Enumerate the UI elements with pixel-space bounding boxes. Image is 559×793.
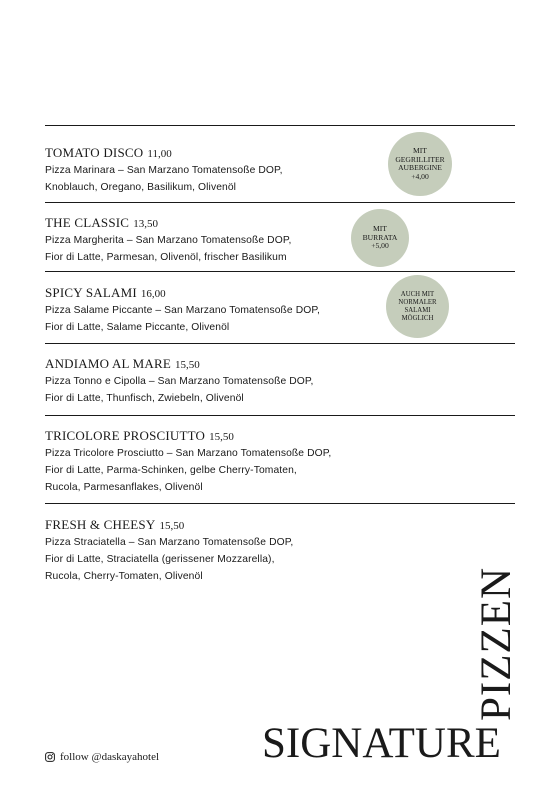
badge-line: MIT bbox=[373, 224, 387, 234]
item-description-line: Fior di Latte, Parma-Schinken, gelbe Cherry-Tomaten, bbox=[45, 465, 297, 476]
badge-line: SALAMI bbox=[404, 306, 431, 314]
badge-line: NORMALER bbox=[398, 298, 437, 306]
item-description-line: Fior di Latte, Straciatella (gerissener Mozzarella), bbox=[45, 554, 275, 565]
heading-pizzen: PIZZEN bbox=[473, 566, 520, 721]
item-description-line: Pizza Tonno e Cipolla – San Marzano Tomatensoße DOP, bbox=[45, 376, 314, 387]
item-name: TRICOLORE PROSCIUTTO bbox=[45, 428, 206, 443]
extra-badge-burrata bbox=[351, 209, 409, 267]
item-description-line: Pizza Marinara – San Marzano Tomatensoße DOP, bbox=[45, 165, 283, 176]
heading-signature: SIGNATURE bbox=[262, 720, 501, 767]
pizza-menu bbox=[45, 125, 515, 592]
extra-badge-salami bbox=[386, 275, 449, 338]
item-price: 13,50 bbox=[133, 218, 158, 230]
item-description-line: Knoblauch, Oregano, Basilikum, Olivenöl bbox=[45, 182, 237, 193]
item-description-line: Rucola, Parmesanflakes, Olivenöl bbox=[45, 482, 203, 493]
badge-line: MIT bbox=[413, 146, 427, 155]
extra-badge-aubergine bbox=[388, 132, 452, 196]
item-price: 15,50 bbox=[159, 520, 185, 532]
item-price: 16,00 bbox=[140, 288, 166, 300]
badge-line: BURRATA bbox=[362, 232, 398, 242]
item-name: ANDIAMO AL MARE bbox=[45, 356, 172, 371]
item-description-line: Fior di Latte, Thunfisch, Zwiebeln, Olivenöl bbox=[45, 393, 244, 404]
item-description-line: Pizza Straciatella – San Marzano Tomatensoße DOP, bbox=[45, 537, 294, 548]
badge-line: MÖGLICH bbox=[401, 314, 434, 322]
item-description-line: Fior di Latte, Salame Piccante, Olivenöl bbox=[45, 322, 230, 333]
item-description-line: Pizza Salame Piccante – San Marzano Tomatensoße DOP, bbox=[45, 305, 320, 316]
menu-item-spicy-salami bbox=[45, 271, 515, 343]
item-name: THE CLASSIC bbox=[45, 215, 130, 230]
item-description-line: Fior di Latte, Parmesan, Olivenöl, frischer Basilikum bbox=[45, 252, 287, 263]
menu-item-fresh-cheesy bbox=[45, 503, 515, 592]
item-name: SPICY SALAMI bbox=[45, 285, 137, 300]
item-price: 11,00 bbox=[147, 148, 172, 160]
item-price: 15,50 bbox=[209, 431, 234, 443]
menu-item-the-classic bbox=[45, 202, 515, 271]
item-name: FRESH & CHEESY bbox=[45, 517, 156, 532]
menu-item-andiamo-al-mare bbox=[45, 343, 515, 415]
item-description-line: Pizza Margherita – San Marzano Tomatensoße DOP, bbox=[45, 235, 292, 246]
item-name: TOMATO DISCO bbox=[45, 145, 144, 160]
social-footer bbox=[45, 751, 159, 763]
item-description-line: Rucola, Cherry-Tomaten, Olivenöl bbox=[45, 571, 203, 582]
badge-line: GEGRILLITER bbox=[395, 154, 445, 164]
item-description-line: Pizza Tricolore Prosciutto – San Marzano Tomatensoße DOP, bbox=[45, 448, 332, 459]
instagram-icon bbox=[45, 752, 55, 762]
badge-line: +5,00 bbox=[371, 241, 389, 251]
badge-line: +4,00 bbox=[411, 171, 429, 181]
social-handle[interactable]: follow @daskayahotel bbox=[60, 751, 160, 763]
badge-line: AUCH MIT bbox=[400, 290, 435, 298]
menu-item-tomato-disco bbox=[45, 125, 515, 202]
item-price: 15,50 bbox=[175, 359, 200, 371]
menu-item-tricolore-prosciutto bbox=[45, 415, 515, 503]
badge-line: AUBERGINE bbox=[398, 163, 442, 172]
